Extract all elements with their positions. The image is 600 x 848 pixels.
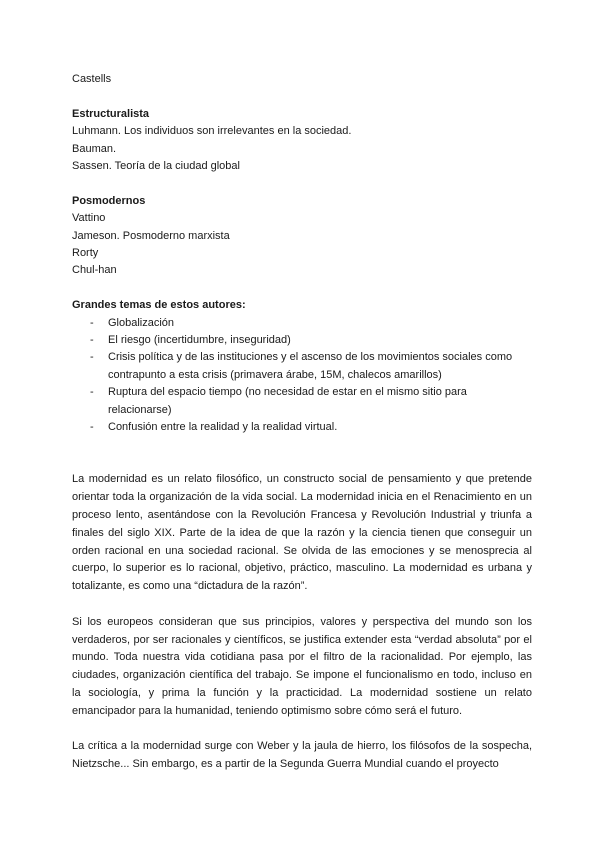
dash-bullet: - [90,386,94,399]
dash-bullet: - [90,351,94,364]
section-heading-posmodernos: Posmodernos [72,194,146,207]
paragraph-europeos: Si los europeos consideran que sus principios, valores y perspectiva del mundo son los verdaderos, por ser racionales y científicos, se justifica extender esta “verdad absoluta” por el mundo. Toda nuestra vida cotidiana pasa por el filtro de la racionalidad. Por ejemplo, las ciudades, organización científica del trabajo. Se impone el funcionalismo en todo, incluso en la sociología, y prima la función y la practicidad. La modernidad sostiene un relato emancipador para la humanidad, teniendo optimismo sobre cómo será el futuro. [72,615,532,717]
list-item [72,315,532,332]
dash-bullet: - [90,421,94,434]
list-item [72,419,532,436]
section-line: Sassen. Teoría de la ciudad global [72,160,240,173]
themes-list [72,315,532,437]
document-page [72,71,532,774]
paragraph-modernidad: La modernidad es un relato filosófico, un constructo social de pensamiento y que pretende orientar toda la organización de la vida social. La modernidad inicia en el Renacimiento en un proceso lento, asentándose con la Revolución Francesa y Revolución Industrial y triunfa a finales del siglo XIX. Parte de la idea de que la razón y la ciencia tienen que conseguir un orden racional en una sociedad racional. Se olvida de las emociones y se menosprecia al cuerpo, lo superior es lo racional, objetivo, práctico, masculino. La modernidad es urbana y totalizante, es como una “dictadura de la razón”. [72,473,532,593]
list-item-text: El riesgo (incertidumbre, inseguridad) [108,334,291,347]
list-item-text: Globalización [108,316,175,329]
dash-bullet: - [90,316,94,329]
list-item-text: Ruptura del espacio tiempo (no necesidad de estar en el mismo sitio para relacionarse) [108,386,467,416]
section-line: Chul-han [72,264,117,277]
section-line: Jameson. Posmoderno marxista [72,229,230,242]
section-line: Luhmann. Los individuos son irrelevantes en la sociedad. [72,125,352,138]
list-item-text: Confusión entre la realidad y la realidad virtual. [108,421,338,434]
themes-heading: Grandes temas de estos autores: [72,299,246,312]
section-line: Bauman. [72,142,117,155]
list-item [72,384,532,419]
section-heading-estructuralista: Estructuralista [72,107,150,120]
dash-bullet: - [90,334,94,347]
list-item [72,332,532,349]
paragraph-critica: La crítica a la modernidad surge con Weber y la jaula de hierro, los filósofos de la sospecha, Nietzsche... Sin embargo, es a partir de la Segunda Guerra Mundial cuando el proyecto [72,740,532,771]
section-line: Vattino [72,212,106,225]
list-item [72,349,532,384]
list-item-text: Crisis política y de las instituciones y el ascenso de los movimientos sociales como contrapunto a esta crisis (primavera árabe, 15M, chalecos amarillos) [108,351,513,381]
section-line: Rorty [72,247,99,260]
document-title: Castells [72,73,112,85]
